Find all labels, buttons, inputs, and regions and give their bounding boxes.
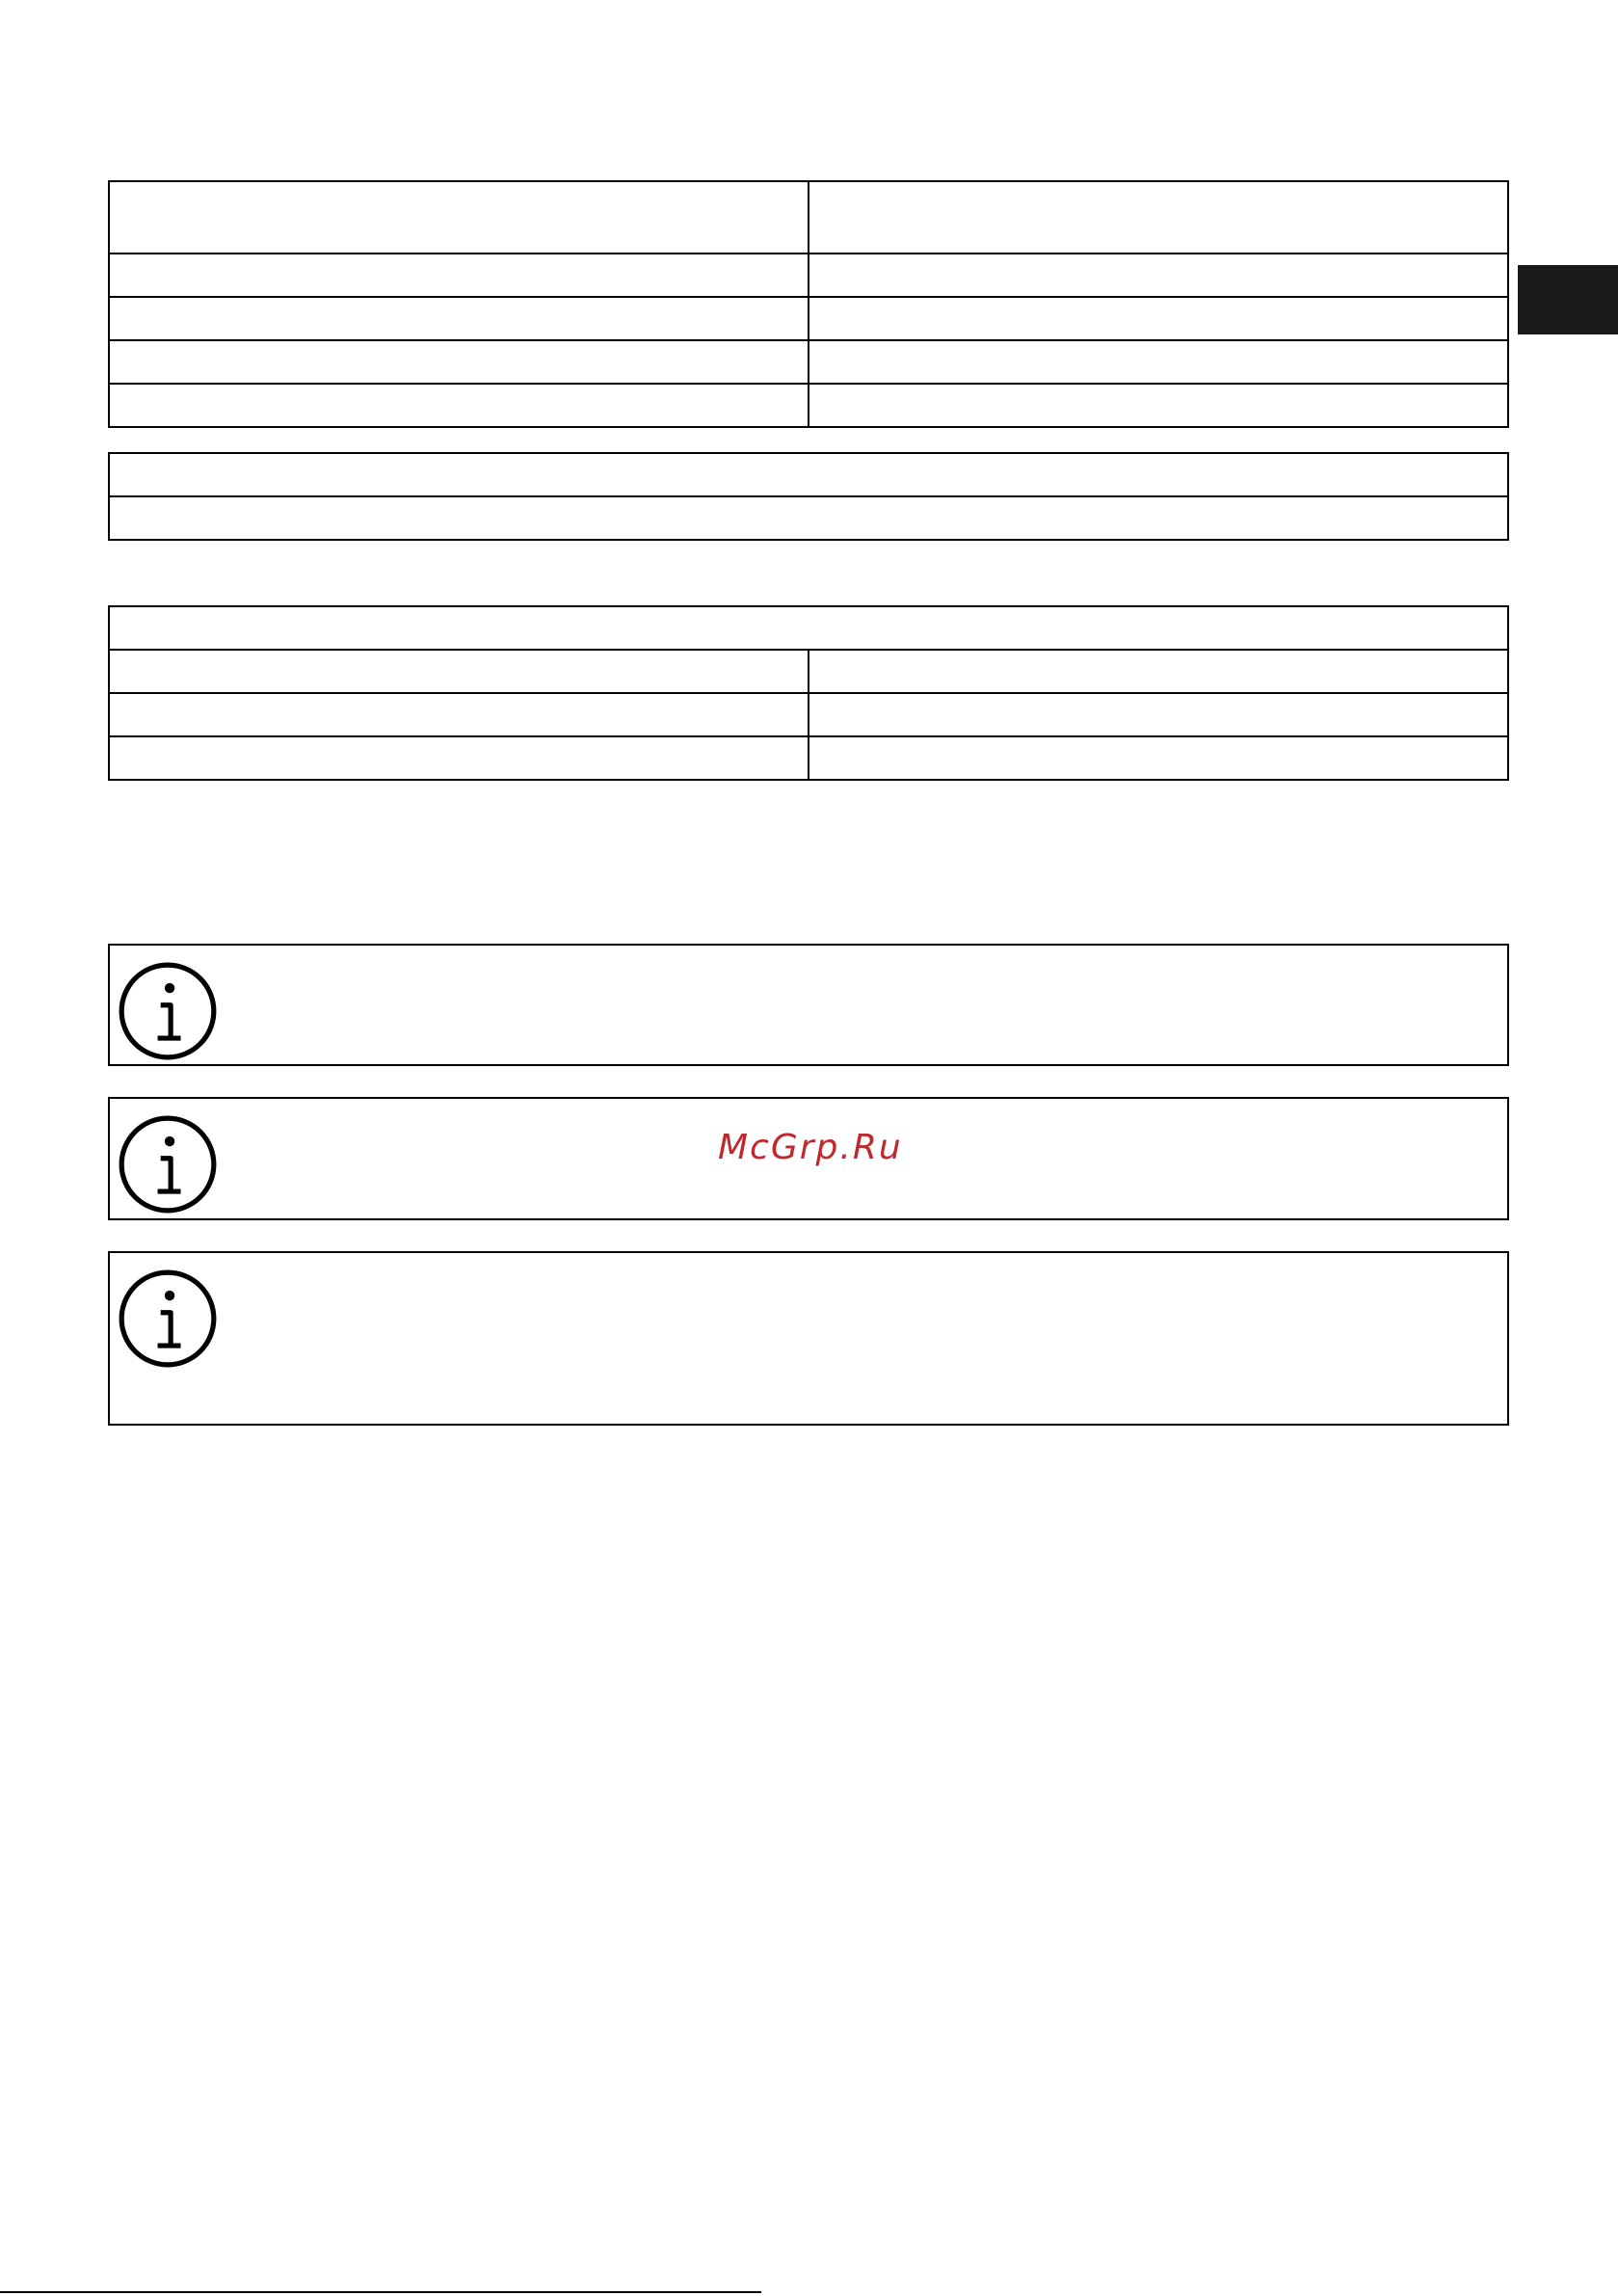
spec-table-3 (108, 605, 1509, 781)
section-tab-marker (1518, 265, 1618, 334)
info-circle-icon (118, 1114, 218, 1215)
info-circle-icon (118, 1268, 218, 1369)
table-row (109, 181, 1508, 254)
info-note-1 (108, 944, 1509, 1066)
table-row (109, 736, 1508, 780)
table-row (109, 453, 1508, 496)
info-note-3 (108, 1251, 1509, 1426)
table-row (109, 650, 1508, 693)
spec-table-1 (108, 180, 1509, 428)
watermark-text: McGrp.Ru (718, 1128, 903, 1167)
table-row (109, 384, 1508, 427)
table-row (109, 496, 1508, 540)
table-row (109, 340, 1508, 384)
footer-divider (0, 2291, 761, 2293)
table-row (109, 297, 1508, 340)
table-row (109, 254, 1508, 297)
table-row (109, 693, 1508, 736)
table-header-row (109, 606, 1508, 650)
info-circle-icon (118, 961, 218, 1061)
spec-table-2 (108, 452, 1509, 541)
